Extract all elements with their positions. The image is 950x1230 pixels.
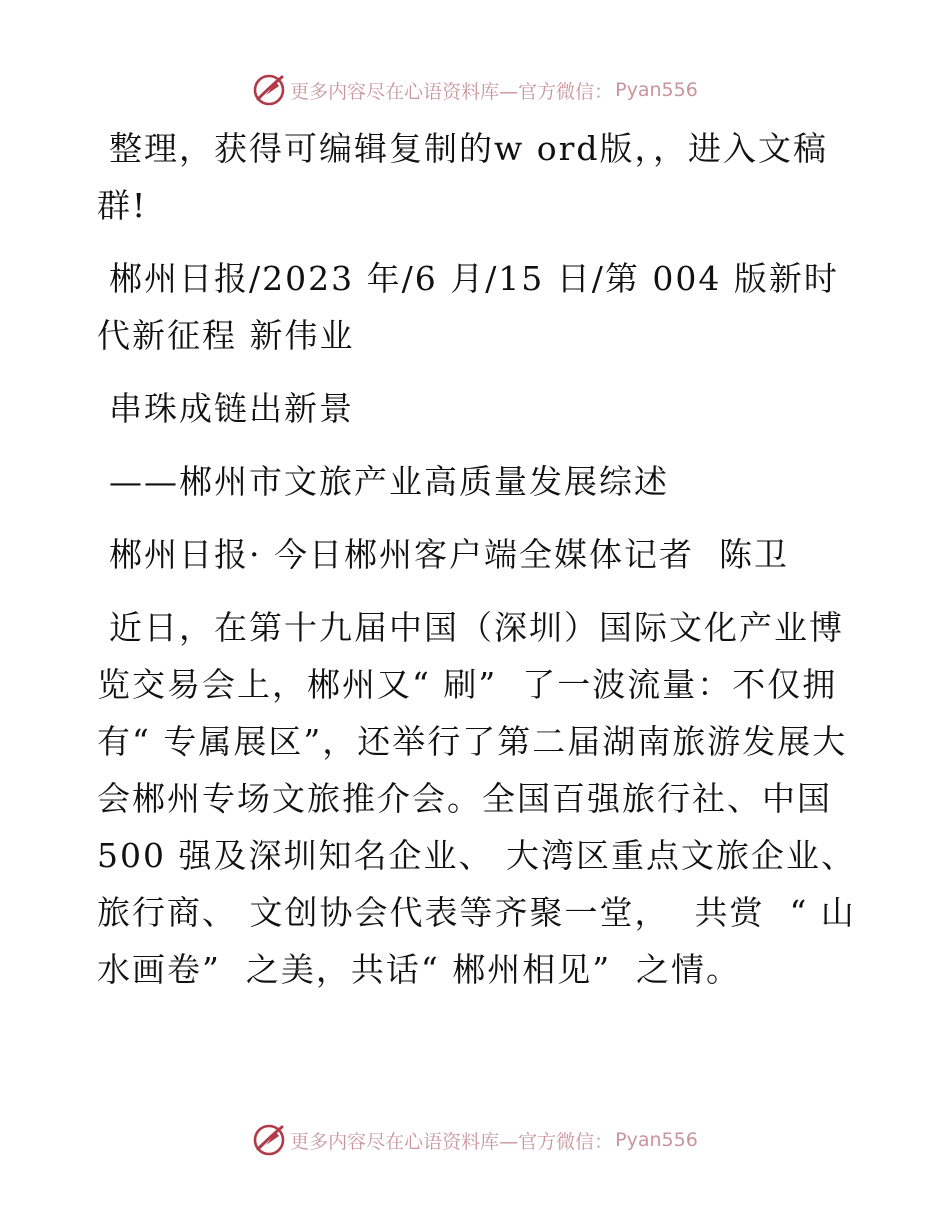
intro-note: 整理，获得可编辑复制的w ord版，，进入文稿群!: [97, 129, 829, 225]
watermark-text: 更多内容尽在心语资料库—官方微信：: [290, 1130, 614, 1153]
byline: 郴州日报· 今日郴州客户端全媒体记者 陈卫: [109, 535, 789, 574]
article-subtitle: ——郴州市文旅产业高质量发展综述: [109, 462, 669, 501]
document-body: [97, 120, 857, 998]
source-line: 郴州日报/2023 年/6 月/15 日/第 004 版新时代新征程 新伟业: [97, 259, 839, 355]
quill-logo-icon: [252, 73, 286, 107]
header-watermark: [0, 70, 950, 110]
footer-watermark: [0, 1120, 950, 1160]
quill-logo-icon: [252, 1123, 286, 1157]
watermark-contact: Pyan556: [615, 79, 698, 101]
body-paragraph: 近日，在第十九届中国（深圳）国际文化产业博览交易会上，郴州又“ 刷” 了一波流量：不仅拥有“ 专属展区”，还举行了第二届湖南旅游发展大会郴州专场文旅推介会。全国百强旅行社、中国500 强及深圳知名企业、 大湾区重点文旅企业、旅行商、 文创协会代表等齐聚一堂， 共赏 “ 山水画卷” 之美，共话“ 郴州相见” 之情。: [97, 608, 856, 989]
article-title: 串珠成链出新景: [109, 389, 354, 428]
watermark-text: 更多内容尽在心语资料库—官方微信：: [290, 80, 614, 103]
watermark-contact: Pyan556: [615, 1129, 698, 1151]
